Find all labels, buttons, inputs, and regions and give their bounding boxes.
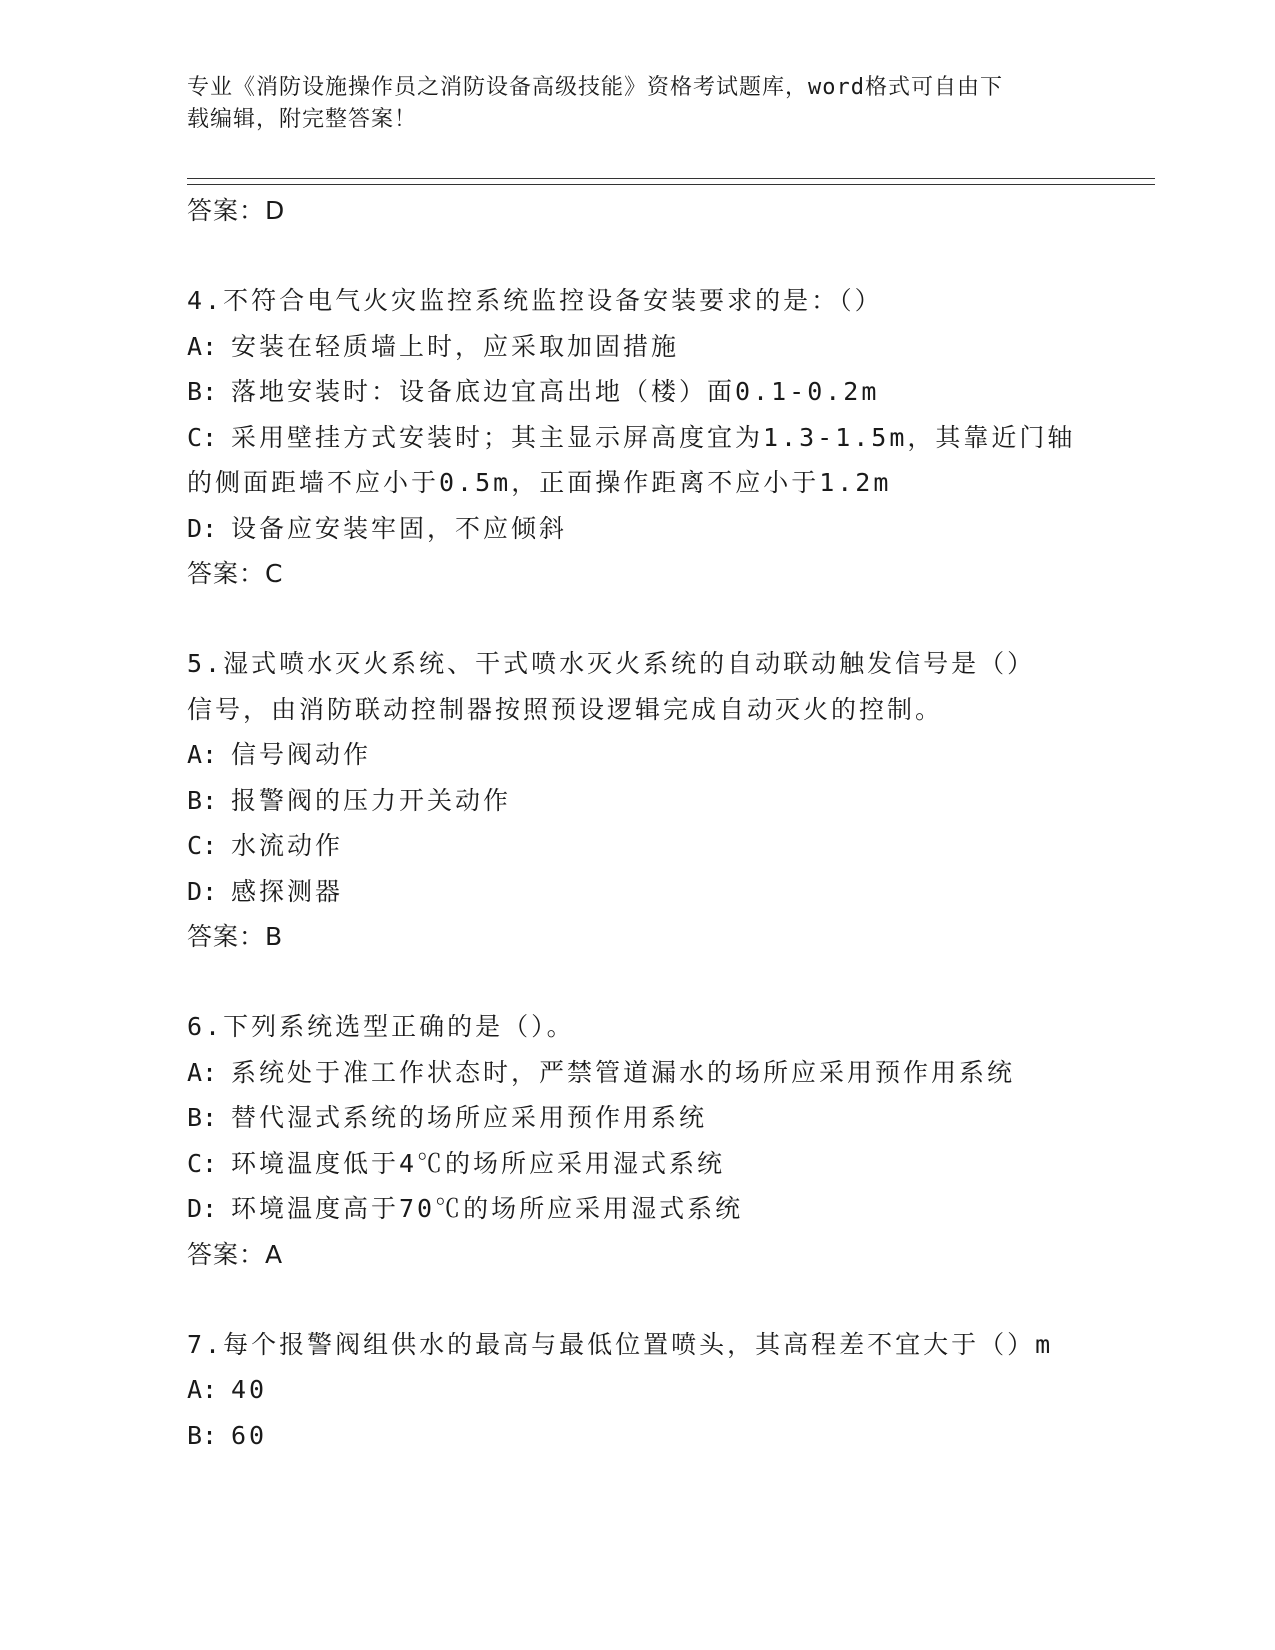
question-item — [187, 1322, 1147, 1459]
option-key: A: — [187, 740, 218, 769]
page-header — [187, 72, 1067, 136]
question-stem: 6.下列系统选型正确的是（）。 — [187, 1012, 575, 1041]
option-key: B: — [187, 377, 218, 406]
option-key: C: — [187, 422, 218, 452]
question-stem: 5.湿式喷水灭火系统、干式喷水灭火系统的自动联动触发信号是（） — [187, 649, 1036, 678]
option-text: 40 — [231, 1375, 268, 1404]
question-item — [187, 278, 1147, 597]
option-key: D: — [187, 1194, 218, 1223]
option-text: 采用壁挂方式安装时；其主显示屏高度宜为1.3-1.5m，其靠近门轴 — [231, 422, 1076, 452]
option-line — [187, 369, 1147, 415]
option-line — [187, 778, 1147, 824]
option-text: 落地安装时：设备底边宜高出地（楼）面0.1-0.2m — [231, 377, 880, 406]
option-line — [187, 506, 1147, 552]
header-divider-bottom — [187, 184, 1155, 185]
answer-line: 答案：D — [187, 196, 286, 225]
option-text: 环境温度高于70℃的场所应采用湿式系统 — [231, 1194, 744, 1223]
question-stem: 信号，由消防联动控制器按照预设逻辑完成自动灭火的控制。 — [187, 694, 944, 724]
question-list — [187, 188, 1147, 1458]
option-text: 感探测器 — [231, 876, 344, 906]
answer-line: 答案：C — [187, 559, 284, 588]
header-line-2: 载编辑，附完整答案！ — [187, 107, 418, 132]
option-text: 水流动作 — [231, 831, 344, 860]
option-key: C: — [187, 831, 218, 860]
option-line — [187, 823, 1147, 869]
option-key: A: — [187, 1057, 218, 1087]
option-text: 信号阀动作 — [231, 740, 372, 769]
option-text: 设备应安装牢固，不应倾斜 — [231, 513, 568, 543]
option-line — [187, 460, 1147, 506]
answer-line: 答案：B — [187, 922, 284, 951]
option-text: 系统处于准工作状态时，严禁管道漏水的场所应采用预作用系统 — [231, 1057, 1016, 1087]
option-line — [187, 415, 1147, 461]
option-line — [187, 324, 1147, 370]
option-key: C: — [187, 1148, 218, 1178]
option-text: 报警阀的压力开关动作 — [231, 785, 512, 815]
header-divider-top — [187, 178, 1155, 179]
question-item — [187, 1004, 1147, 1278]
option-line — [187, 1095, 1147, 1141]
option-line — [187, 732, 1147, 778]
answer-line: 答案：A — [187, 1239, 284, 1269]
option-key: D: — [187, 876, 218, 906]
option-line — [187, 1367, 1147, 1413]
option-key: A: — [187, 1375, 218, 1404]
option-line — [187, 1050, 1147, 1096]
option-key: B: — [187, 1103, 218, 1132]
option-text: 安装在轻质墙上时，应采取加固措施 — [231, 331, 680, 361]
question-stem: 4.不符合电气火灾监控系统监控设备安装要求的是：（） — [187, 286, 883, 315]
option-key: D: — [187, 513, 218, 543]
option-key: A: — [187, 331, 218, 361]
option-text: 60 — [231, 1420, 268, 1450]
option-line — [187, 1413, 1147, 1459]
question-stem: 7.每个报警阀组供水的最高与最低位置喷头，其高程差不宜大于（）m — [187, 1329, 1054, 1359]
option-text: 替代湿式系统的场所应采用预作用系统 — [231, 1103, 708, 1132]
option-key: B: — [187, 785, 218, 815]
option-text: 的侧面距墙不应小于0.5m，正面操作距离不应小于1.2m — [187, 468, 892, 497]
option-key: B: — [187, 1420, 218, 1450]
header-line-1: 专业《消防设施操作员之消防设备高级技能》资格考试题库，word格式可自由下 — [187, 75, 1003, 100]
option-line — [187, 1141, 1147, 1187]
option-line — [187, 1186, 1147, 1232]
question-item — [187, 641, 1147, 960]
option-text: 环境温度低于4℃的场所应采用湿式系统 — [231, 1148, 726, 1178]
option-line — [187, 869, 1147, 915]
